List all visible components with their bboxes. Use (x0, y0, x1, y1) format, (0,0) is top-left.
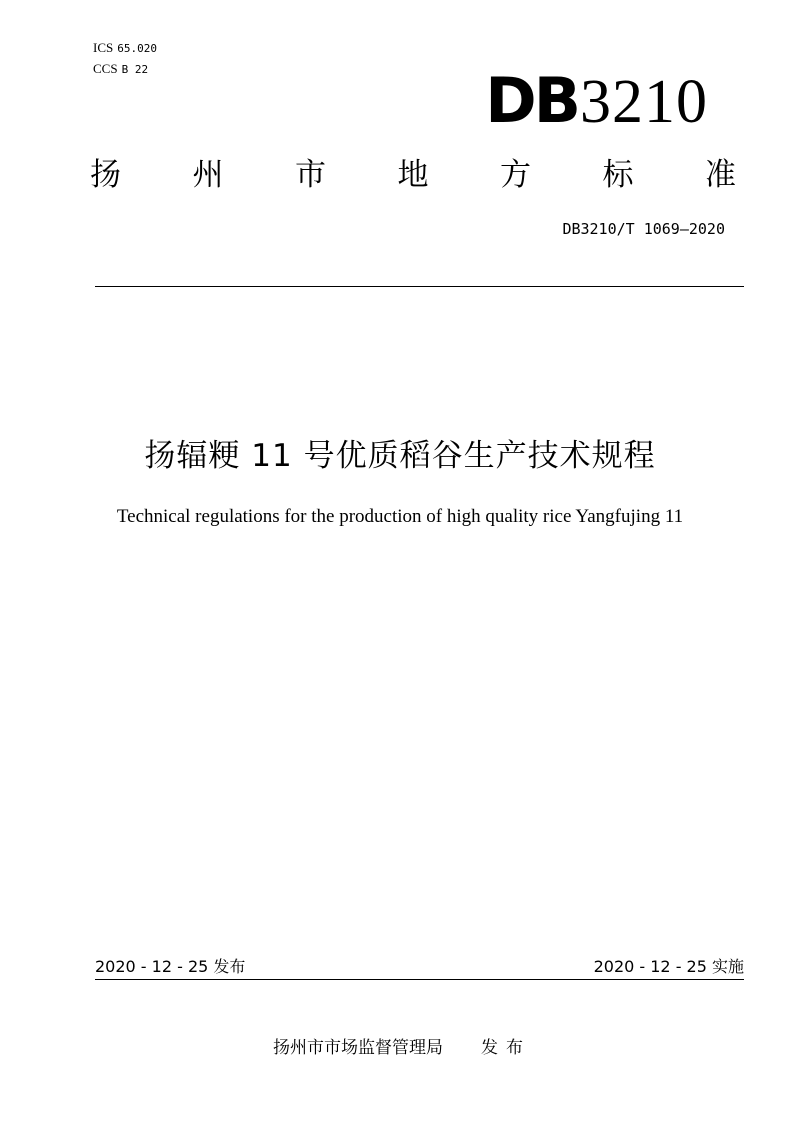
standard-type-char: 标 (602, 157, 634, 193)
ics-line (93, 38, 157, 59)
db-code: 3210 (580, 68, 708, 136)
implement-date: 2020 - 12 - 25 实施 (593, 957, 744, 976)
standard-number: DB3210/T 1069—2020 (562, 220, 725, 238)
db-prefix: DB (485, 64, 578, 137)
ccs-label: CCS (93, 61, 118, 76)
standard-type-char: 扬 (90, 157, 121, 193)
footer-divider (95, 979, 744, 980)
db-logo (485, 66, 708, 137)
standard-type-char: 准 (705, 157, 736, 193)
standard-type-char: 州 (192, 157, 224, 193)
document-title-english: Technical regulations for the production of high quality rice Yangfujing 11 (116, 506, 684, 527)
standard-type-char: 地 (397, 157, 429, 193)
publisher-name: 扬州市市场监督管理局 (273, 1038, 443, 1058)
standard-type (90, 152, 736, 198)
classification-codes (93, 38, 157, 80)
header-divider (95, 286, 744, 287)
ccs-value: B 22 (121, 63, 149, 76)
publish-date: 2020 - 12 - 25 发布 (95, 957, 246, 976)
issue-word: 发布 (481, 1038, 531, 1058)
ccs-line (93, 59, 157, 80)
standard-type-char: 方 (500, 157, 531, 193)
standard-type-char: 市 (295, 157, 326, 193)
document-title-chinese: 扬辐粳 11 号优质稻谷生产技术规程 (144, 438, 656, 474)
ics-value: 65.020 (117, 42, 157, 55)
publisher-line (273, 1036, 531, 1060)
ics-label: ICS (93, 40, 114, 55)
